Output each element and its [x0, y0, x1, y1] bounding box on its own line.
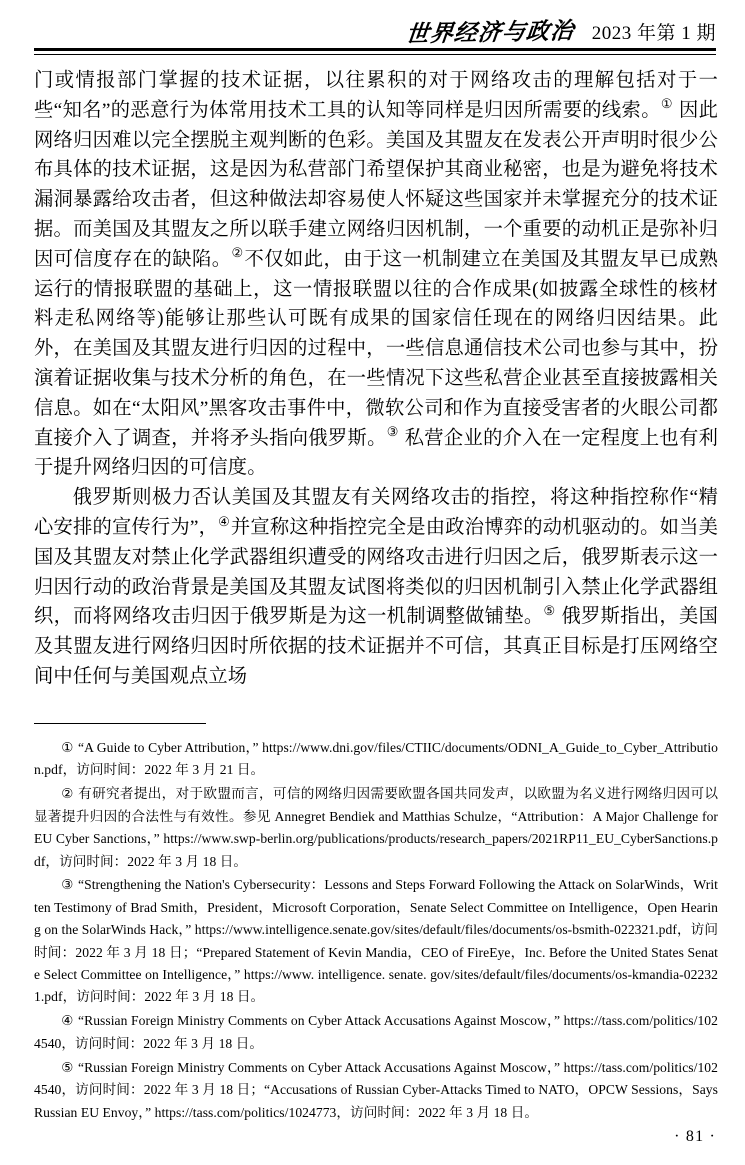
paragraph-segment: 并宣称这种指控完全是由政治博弈的动机驱动的。如当美国及其盟友对禁止化学武器组织遭受的网络攻击进行归因之后，俄罗斯表示这一归因行动的政治背景是美国及其盟友试图将类似的归因机制引入禁止化学武器组织，而将网络攻击归因于俄罗斯是为这一机制调整做铺垫。 — [34, 516, 719, 628]
paragraph-segment: 因此网络归因难以完全摆脱主观判断的色彩。美国及其盟友在发表公开声明时很少公布具体的技术证据，这是因为私营部门希望保护其商业秘密，也是为避免将技术漏洞暴露给攻击者，但这种做法却容易使人怀疑这些国家并未掌握充分的技术证据。而美国及其盟友之所以联手建立网络归因机制，一个重要的动机正是弥补归因可信度存在的缺陷。 — [34, 99, 718, 270]
paragraph-segment: 不仅如此，由于这一机制建立在美国及其盟友早已成熟运行的情报联盟的基础上，这一情报联盟以往的合作成果(如披露全球性的核材料走私网络等)能够让那些认可既有成果的国家信任现在的网络归因结果。此外，在美国及其盟友进行归因的过程中，一些信息通信技术公司也参与其中，扮演着证据收集与技术分析的角色，在一些情况下这些私营企业甚至直接披露相关信息。如在“太阳风”黑客攻击事件中，微软公司和作为直接受害者的火眼公司都直接介入了调查，并将矛头指向俄罗斯。 — [34, 248, 719, 449]
footnote-marker: ③ — [61, 877, 74, 893]
footnote-item — [34, 1057, 718, 1124]
running-head — [34, 12, 716, 52]
footnote-text: “A Guide to Cyber Attribution，” https://www.dni.gov/files/CTIIC/documents/ODNI_A_Guide_to_Cyber_Attribution.pdf，访问时间：2022 年 3 月 21 日。 — [34, 740, 719, 778]
paragraph-segment: 俄罗斯指出，美国及其盟友进行网络归因时所依据的技术证据并不可信，其真正目标是打压网络空间中任何与美国观点立场 — [34, 606, 718, 687]
footnote-text: “Russian Foreign Ministry Comments on Cyber Attack Accusations Against Moscow，” https://tass.com/politics/1024540，访问时间：2022 年 3 月 18 日。 — [34, 1013, 719, 1051]
paragraph-continued — [34, 66, 718, 483]
footnote-separator-rule — [34, 723, 206, 724]
footnote-ref-2[interactable]: ② — [231, 245, 244, 261]
page-number: · 81 · — [674, 1128, 716, 1145]
footnote-text: “Strengthening the Nation's Cybersecurity：Lessons and Steps Forward Following the Attack on SolarWinds，Written Testimony of Brad Smith，President，Microsoft Corporation，Senate Select Committee on Intelligence，Open Hearing on the SolarWinds Hack，” https://www.intelligence.senate.gov/sites/default/files/documents/os-bsmith-022321.pdf，访问时间：2022 年 3 月 18 日；“Prepared Statement of Kevin Mandia，CEO of FireEye，Inc. Before the United States Senate Select Committee on Intelligence，” https://www. intelligence. senate. gov/sites/default/files/documents/os-kmandia-022321.pdf，访问时间：2022 年 3 月 18 日。 — [34, 877, 719, 1005]
footnote-item — [34, 874, 718, 1008]
footnote-marker: ④ — [61, 1013, 74, 1029]
footnote-text: 有研究者提出，对于欧盟而言，可信的网络归因需要欧盟各国共同发声，以欧盟为名义进行网络归因可以显著提升归因的合法性与有效性。参见 Annegret Bendiek and Matthias Schulze，“Attribution：A Major Challenge for EU Cyber Sanctions，” https://www.swp-berlin.org/publications/products/research_papers/2021RP11_EU_CyberSanctions.pdf，访问时间：2022 年 3 月 18 日。 — [34, 786, 719, 869]
header-rule-thick — [34, 48, 716, 51]
footnote-list — [34, 737, 718, 1125]
footnote-marker: ② — [61, 786, 75, 802]
footnote-ref-3[interactable]: ③ — [386, 424, 399, 440]
issue-label: 2023 年第 1 期 — [591, 23, 716, 44]
header-rule-thin — [34, 54, 716, 55]
footnote-marker: ① — [61, 740, 75, 755]
footnote-item — [34, 737, 718, 782]
paragraph-segment: 门或情报部门掌握的技术证据，以往累积的对于网络攻击的理解包括对于一些“知名”的恶意行为体常用技术工具的认知等同样是归因所需要的线索。 — [34, 70, 718, 121]
footnote-item — [34, 1010, 718, 1055]
body-text — [34, 66, 718, 692]
paragraph-segment: 私营企业的介入在一定程度上也有利于提升网络归因的可信度。 — [34, 427, 718, 479]
footnote-item — [34, 783, 718, 873]
footnote-ref-4[interactable]: ④ — [218, 513, 230, 529]
footnote-marker: ⑤ — [61, 1059, 74, 1075]
footnote-ref-1[interactable]: ① — [660, 96, 673, 112]
journal-title: 世界经济与政治 — [404, 18, 576, 47]
footnote-ref-5[interactable]: ⑤ — [543, 602, 556, 618]
footnote-text: “Russian Foreign Ministry Comments on Cyber Attack Accusations Against Moscow，” https://tass.com/politics/1024540，访问时间：2022 年 3 月 18 日；“Accusations of Russian Cyber-Attacks Timed to NATO，OPCW Sessions，Says Russian EU Envoy，” https://tass.com/politics/1024773，访问时间：2022 年 3 月 18 日。 — [34, 1059, 719, 1120]
paragraph-russia — [34, 483, 718, 692]
paragraph-segment: 俄罗斯则极力否认美国及其盟友有关网络攻击的指控，将这种指控称作“精心安排的宣传行为”， — [34, 487, 718, 538]
